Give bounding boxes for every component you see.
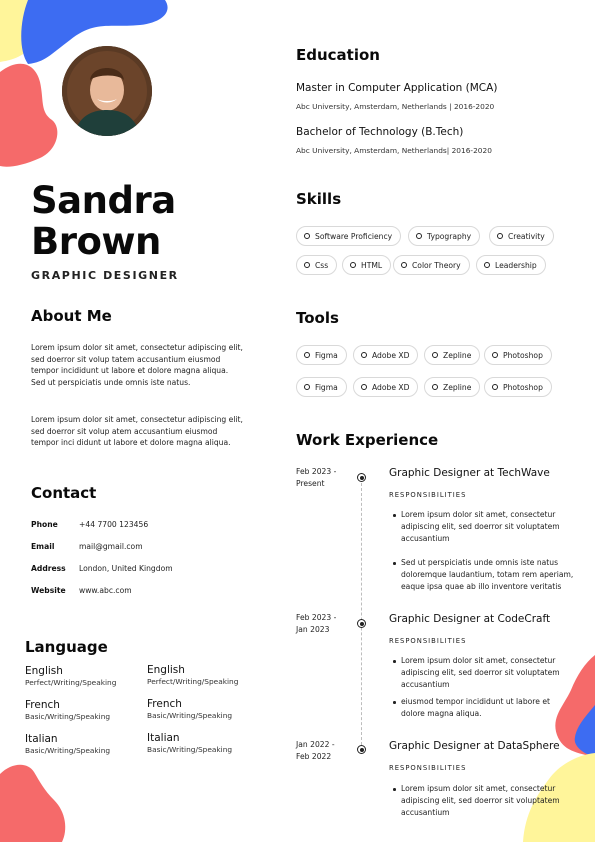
responsibility-item: Sed ut perspiciatis unde omnis iste natus doloremque laudantium, totam rem aperiam, eaque ipsa quae ab illo inventore veritatis — [401, 557, 576, 593]
skill-chip: Software Proficiency — [296, 226, 401, 246]
tool-chip: Adobe XD — [353, 345, 418, 365]
contact-value: +44 7700 123456 — [79, 520, 149, 529]
language-level: Perfect/Writing/Speaking — [147, 677, 239, 686]
contact-row-phone — [31, 520, 148, 529]
skill-chip: Color Theory — [393, 255, 470, 275]
contact-row-address — [31, 564, 173, 573]
dot-icon — [401, 262, 407, 268]
last-name: Brown — [31, 220, 161, 263]
language-level: Perfect/Writing/Speaking — [25, 678, 117, 687]
dot-icon — [304, 384, 310, 390]
dot-icon — [361, 352, 367, 358]
responsibilities-label: RESPONSIBILITIES — [389, 764, 467, 772]
timeline-node-icon — [357, 745, 366, 754]
candidate-name — [31, 180, 176, 262]
tool-chip: Photoshop — [484, 345, 552, 365]
language-level: Basic/Writing/Speaking — [147, 711, 233, 720]
about-paragraph-2: Lorem ipsum dolor sit amet, consectetur adipiscing elit, sed doerror sit volup atem accusantium eiusmod tempor inci didunt ut labore et dolore magna aliqua. — [31, 415, 243, 448]
tool-chip: Zepline — [424, 345, 480, 365]
contact-label: Email — [31, 542, 55, 551]
experience-heading: Work Experience — [296, 431, 439, 449]
responsibility-item: Lorem ipsum dolor sit amet, consectetur adipiscing elit, sed doerror sit voluptatem accusantium — [401, 655, 576, 691]
tool-chip: Figma — [296, 345, 347, 365]
skill-chip: Css — [296, 255, 337, 275]
tool-chip: Adobe XD — [353, 377, 418, 397]
timeline-line — [361, 478, 362, 750]
contact-row-email — [31, 542, 143, 551]
language-name: French — [25, 699, 60, 711]
timeline-node-icon — [357, 473, 366, 482]
contact-value: London, United Kingdom — [79, 564, 173, 573]
decorative-blob-bottom-left — [0, 760, 75, 842]
skill-chip: Creativity — [489, 226, 554, 246]
tool-chip: Zepline — [424, 377, 480, 397]
responsibility-item: Lorem ipsum dolor sit amet, consectetur adipiscing elit, sed doerror sit voluptatem accusantium — [401, 783, 576, 819]
job-title: Graphic Designer at CodeCraft — [389, 613, 551, 625]
language-item — [147, 698, 232, 720]
skill-chip: HTML — [342, 255, 391, 275]
education-school: Abc University, Amsterdam, Netherlands| 2016-2020 — [296, 146, 492, 155]
language-name: English — [147, 664, 185, 676]
contact-label: Website — [31, 586, 66, 595]
dot-icon — [304, 352, 310, 358]
dot-icon — [492, 384, 498, 390]
contact-heading: Contact — [31, 484, 97, 502]
contact-label: Phone — [31, 520, 58, 529]
tool-chip: Figma — [296, 377, 347, 397]
job-date: Feb 2023 - Present — [296, 467, 337, 488]
first-name: Sandra — [31, 179, 176, 222]
about-heading: About Me — [31, 307, 112, 325]
contact-value[interactable]: www.abc.com — [79, 586, 132, 595]
job-date: Jan 2022 - Feb 2022 — [296, 740, 335, 761]
dot-icon — [484, 262, 490, 268]
dot-icon — [304, 262, 310, 268]
responsibilities-label: RESPONSIBILITIES — [389, 491, 467, 499]
education-degree: Bachelor of Technology (B.Tech) — [296, 126, 464, 138]
responsibilities-label: RESPONSIBILITIES — [389, 637, 467, 645]
language-name: French — [147, 698, 182, 710]
language-item — [25, 699, 110, 721]
contact-value[interactable]: mail@gmail.com — [79, 542, 143, 551]
timeline-node-icon — [357, 619, 366, 628]
responsibility-item: eiusmod tempor incididunt ut labore et dolore magna aliqua. — [401, 696, 576, 720]
dot-icon — [432, 384, 438, 390]
language-level: Basic/Writing/Speaking — [25, 712, 111, 721]
language-level: Basic/Writing/Speaking — [147, 745, 233, 754]
contact-row-website — [31, 586, 132, 595]
skill-chip: Typography — [408, 226, 480, 246]
language-name: Italian — [25, 733, 58, 745]
education-degree: Master in Computer Application (MCA) — [296, 82, 498, 94]
job-title: Graphic Designer at TechWave — [389, 467, 550, 479]
about-paragraph-1: Lorem ipsum dolor sit amet, consectetur adipiscing elit, sed doerror sit volup tatem accusantium eiusmod tempor incididunt ut labore et dolore magna aliqua. Sed ut perspiciatis unde omnis iste natus. — [31, 343, 243, 387]
dot-icon — [497, 233, 503, 239]
language-name: English — [25, 665, 63, 677]
avatar — [62, 46, 152, 136]
dot-icon — [350, 262, 356, 268]
dot-icon — [492, 352, 498, 358]
dot-icon — [304, 233, 310, 239]
skills-heading: Skills — [296, 190, 342, 208]
language-item — [147, 732, 232, 754]
education-heading: Education — [296, 46, 380, 64]
tool-chip: Photoshop — [484, 377, 552, 397]
language-heading: Language — [25, 638, 108, 656]
job-title: GRAPHIC DESIGNER — [31, 269, 179, 282]
language-item — [25, 665, 116, 687]
dot-icon — [416, 233, 422, 239]
dot-icon — [361, 384, 367, 390]
language-item — [147, 664, 238, 686]
dot-icon — [432, 352, 438, 358]
language-name: Italian — [147, 732, 180, 744]
responsibility-item: Lorem ipsum dolor sit amet, consectetur adipiscing elit, sed doerror sit voluptatem accusantium — [401, 509, 576, 545]
education-school: Abc University, Amsterdam, Netherlands | 2016-2020 — [296, 102, 495, 111]
language-item — [25, 733, 110, 755]
job-date: Feb 2023 - Jan 2023 — [296, 613, 337, 634]
contact-label: Address — [31, 564, 66, 573]
tools-heading: Tools — [296, 309, 339, 327]
skill-chip: Leadership — [476, 255, 546, 275]
language-level: Basic/Writing/Speaking — [25, 746, 111, 755]
job-title: Graphic Designer at DataSphere — [389, 740, 560, 752]
